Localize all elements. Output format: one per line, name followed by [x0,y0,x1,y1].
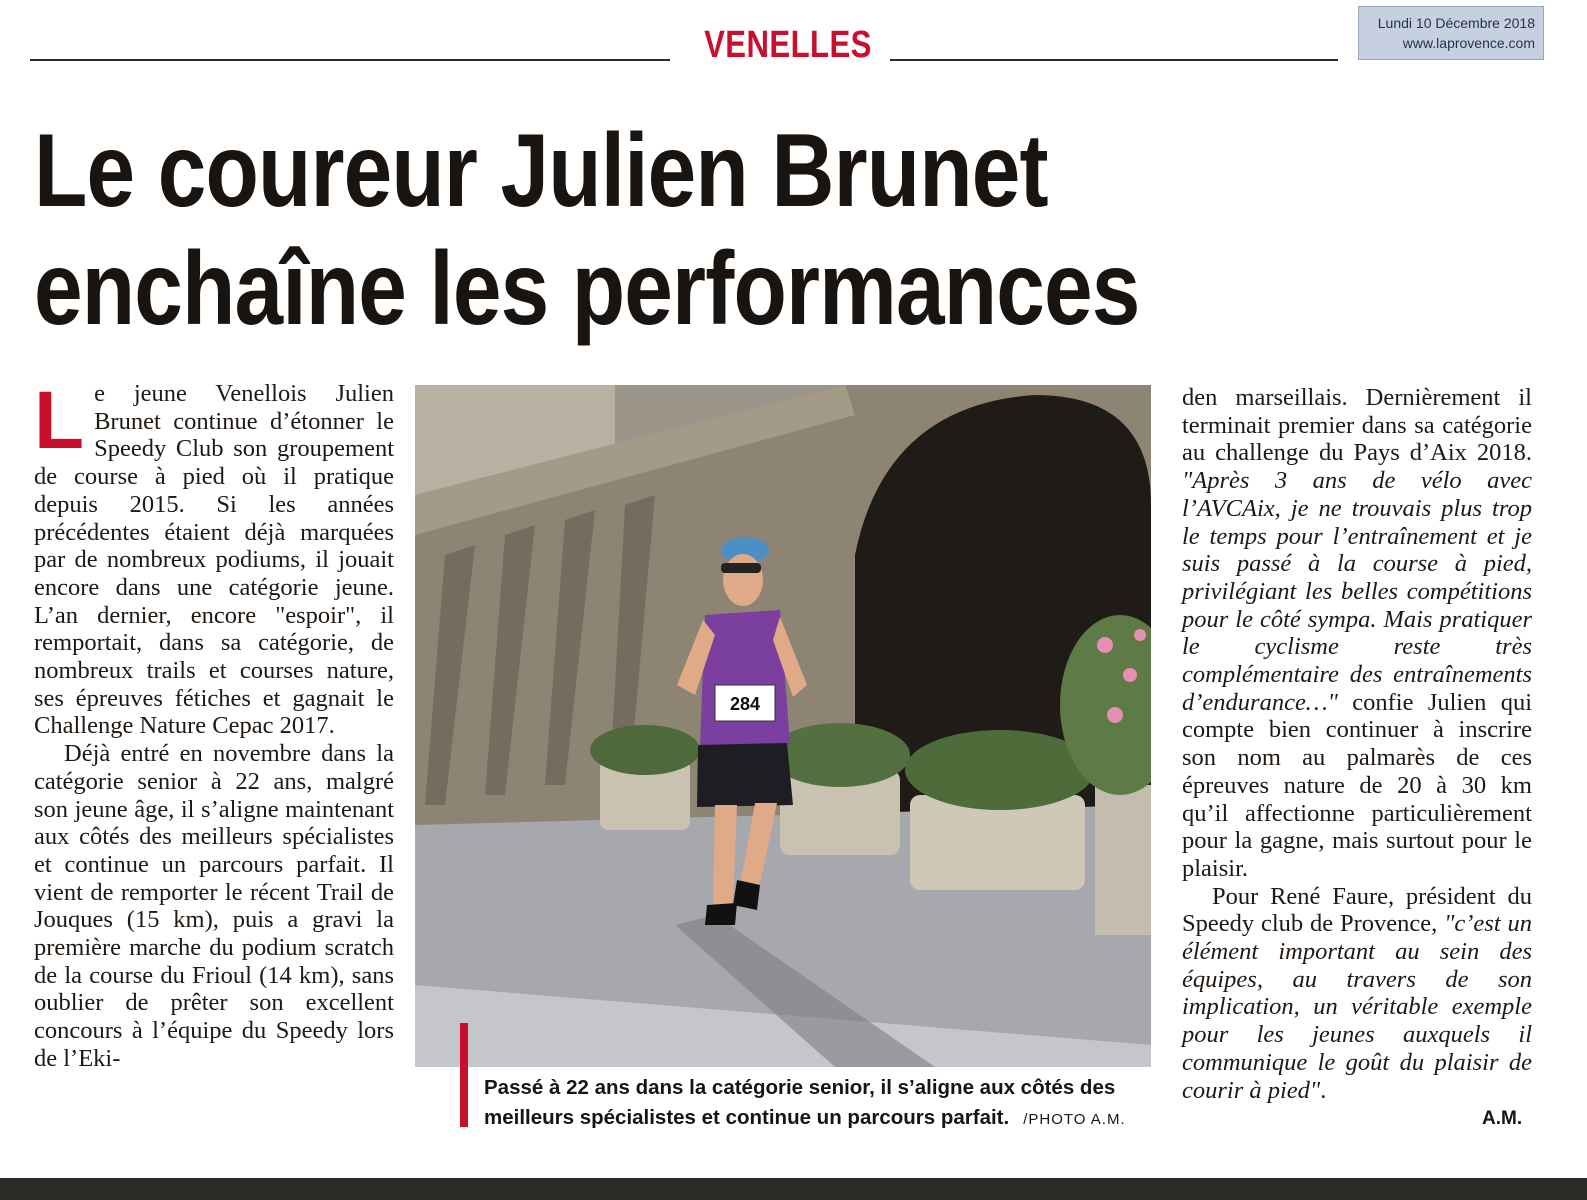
section-title: VENELLES [704,24,872,66]
website-url: www.laprovence.com [1402,35,1535,51]
article-column-left [34,375,394,1073]
paragraph-4-text: Pour René Faure, président du Speedy club de Provence, [1182,882,1532,938]
dateline-box [1358,6,1544,60]
paragraph-3 [1182,384,1532,883]
bib-number: 284 [729,694,761,714]
headline-line-1: Le coureur Julien Brunet [34,113,1048,229]
julien-quote: "Après 3 ans de vélo avec l’AVCAix, je ne trouvais plus trop le temps pour l’entraînement et je suis passé à la course à pied, privilégiant les belles compétitions pour le côté sympa. Mais pratiquer le cyclisme reste très complémentaire des entraînements d’endurance…" [1182,467,1532,716]
bottom-strip [0,1178,1587,1200]
paragraph-3-text: den marseillais. Dernièrement il terminait premier dans sa catégorie au challenge du Pays d’Aix 2018. [1182,384,1532,467]
runner-photo [415,385,1151,1067]
article-photo [415,385,1151,1067]
president-quote: "c’est un élément important au sein des équipes, au travers de son implication, un véritable exemple pour les jeunes auxquels il communique le goût du plaisir de courir à pied" [1182,910,1532,1104]
photo-credit: /PHOTO A.M. [1023,1111,1126,1128]
paragraph-1 [34,375,394,740]
article-column-right [1182,384,1532,1104]
header-rule-right [890,59,1338,61]
paragraph-4 [1182,883,1532,1105]
paragraph-3-text-end: confie Julien qui compte bien continuer à inscrire son nom au palmarès de ces épreuves nature de 20 à 30 km qu’il affectionne particulièrement pour la gagne, mais surtout pour le plaisir. [1182,688,1532,882]
header-rule-left [30,59,670,61]
photo-caption [484,1073,1164,1135]
paragraph-1-text: e jeune Venellois Julien Brunet continue d’étonner le Speedy Club son groupement de course à pied où il pratique depuis 2015. Si les années précédentes étaient déjà marquées par de nombreux podiums, il jouait encore dans une catégorie jeune. L’an dernier, encore "espoir", il remportait, dans sa catégorie, de nombreux trails et courses nature, ses épreuves fétiches et gagnait le Challenge Nature Cepac 2017. [34,380,394,740]
author-signature: A.M. [1482,1108,1523,1129]
caption-text: Passé à 22 ans dans la catégorie senior, il s’aligne aux côtés des meilleurs spécialistes et continue un parcours parfait. [484,1076,1116,1129]
drop-cap: L [34,375,85,466]
paragraph-2: Déjà entré en novembre dans la catégorie senior à 22 ans, malgré son jeune âge, il s’aligne maintenant aux côtés des meilleurs spécialistes et continue un parcours parfait. Il vient de remporter le récent Trail de Jouques (15 km), puis a gravi la première marche du podium scratch de la course du Frioul (14 km), sans oublier de prêter son excellent concours à l’équipe du Speedy lors de l’Eki- [34,740,394,1072]
paragraph-4-end: . [1320,1076,1327,1104]
publication-date: Lundi 10 Décembre 2018 [1377,15,1535,31]
headline-line-2: enchaîne les performances [34,231,1140,347]
headline [34,112,1311,348]
caption-accent-bar [460,1023,468,1127]
